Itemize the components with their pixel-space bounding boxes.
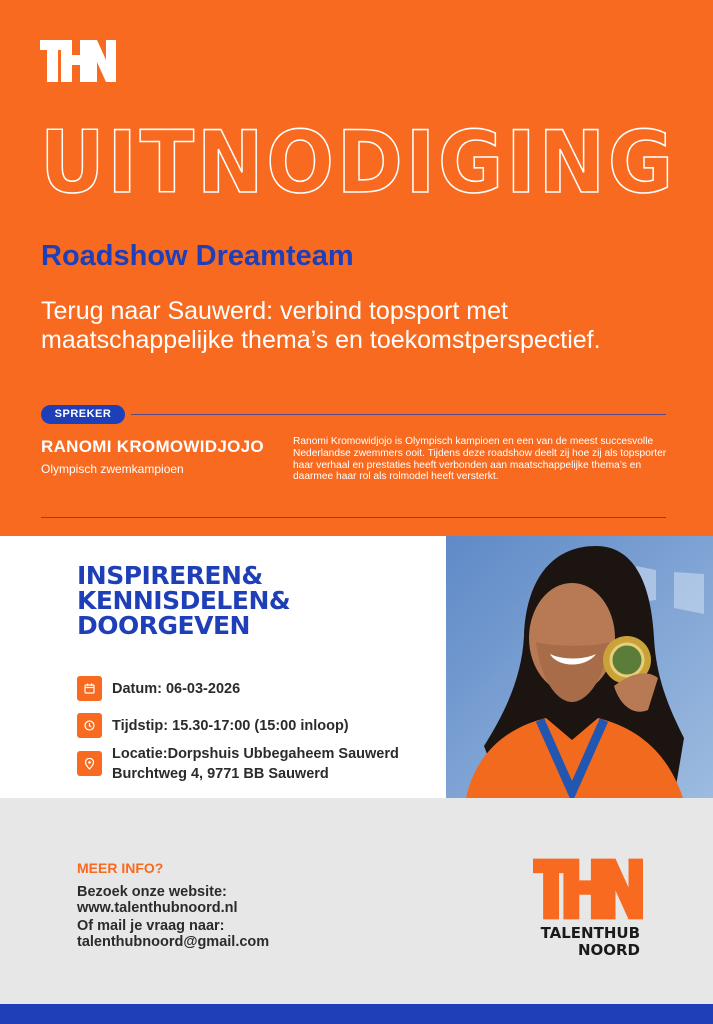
brand-line: NOORD [577,941,640,959]
website-label: Bezoek onze website: [77,884,227,900]
location-pin-icon [77,751,102,776]
more-info-title: MEER INFO? [77,860,164,876]
page-title [40,118,680,196]
location-text [112,744,399,784]
date-text: Datum: 06-03-2026 [112,681,241,697]
time-row [77,713,349,738]
brand-name [530,925,640,959]
clock-icon [77,713,102,738]
swimmer-with-gold-medal-photo [446,536,713,798]
speaker-role: Olympisch zwemkampioen [41,462,184,476]
divider [131,414,666,415]
headline-line: KENNISDELEN& [77,586,291,615]
location-line: Locatie:Dorpshuis Ubbegaheem Sauwerd [112,746,399,762]
headline-line: INSPIREREN& [77,561,263,590]
event-subtitle: Roadshow Dreamteam [41,240,354,272]
headline [77,563,290,638]
speaker-bio: Ranomi Kromowidjojo is Olympisch kampioen en een van de meest succesvolle Nederlandse zwemmers ooit. Tijdens deze roadshow deelt zij hoe zij als topsporter haar verhaal en prestaties heeft verbonden aan maatschappelijke thema’s en daarmee haar rol als rolmodel heeft versterkt. [293,436,667,483]
headline-line: DOORGEVEN [77,611,250,640]
thn-logo-icon [533,857,643,921]
location-row [77,744,399,784]
brand-line: TALENTHUB [540,924,640,942]
divider [41,517,666,518]
time-text: Tijdstip: 15.30-17:00 (15:00 inloop) [112,718,349,734]
email-link[interactable]: talenthubnoord@gmail.com [77,934,270,950]
page-title-text: UITNODIGING [40,118,676,196]
date-row [77,676,240,701]
location-line: Burchtweg 4, 9771 BB Sauwerd [112,766,329,782]
website-link[interactable]: www.talenthubnoord.nl [77,900,238,916]
footer-bar [0,1004,713,1024]
speaker-name: RANOMI KROMOWIDJOJO [41,437,264,456]
email-label: Of mail je vraag naar: [77,918,225,934]
speaker-badge: SPREKER [41,405,125,424]
event-tagline: Terug naar Sauwerd: verbind topsport met maatschappelijke thema’s en toekomstperspectief. [41,297,601,354]
calendar-icon [77,676,102,701]
thn-logo-icon [40,40,116,82]
